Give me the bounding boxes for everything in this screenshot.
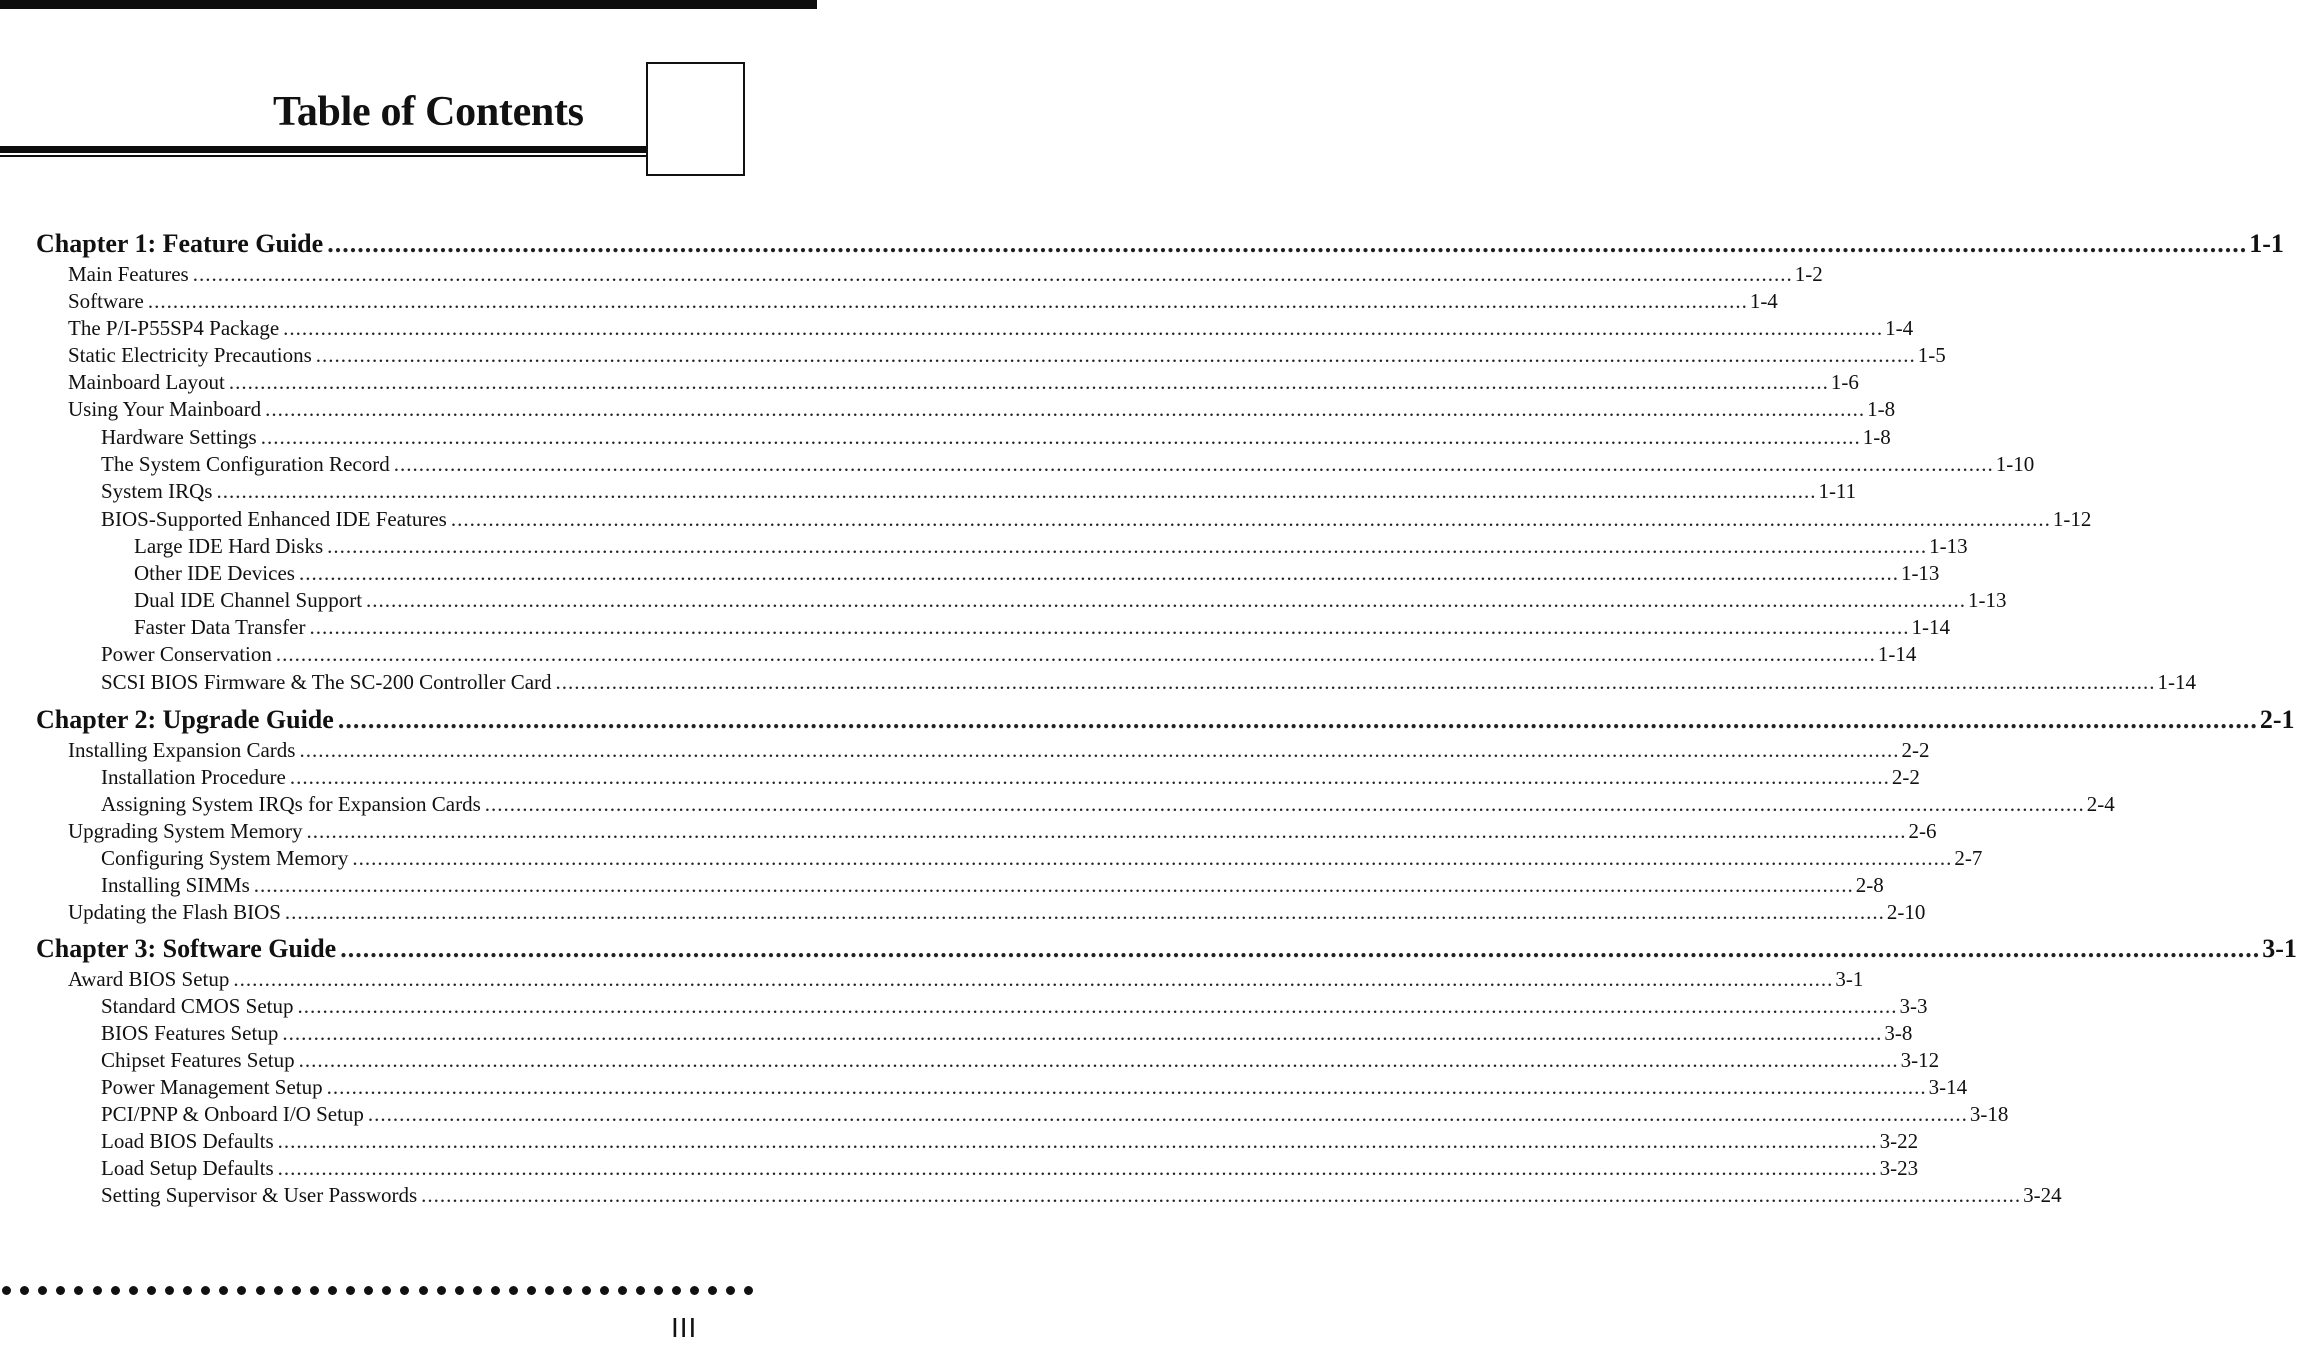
toc-page-number: 1-4 (1749, 289, 1778, 313)
bullet-dot (455, 1286, 464, 1295)
dot-leader: ................................................................................................................................................................................................................................................................ (367, 1102, 1968, 1126)
toc-page-number: 3-12 (1900, 1048, 1940, 1072)
toc-page-number: 3-14 (1928, 1075, 1968, 1099)
dot-leader: ................................................................................................................................................................................................................................................................ (298, 1048, 1899, 1072)
toc-entry-title: Static Electricity Precautions (68, 343, 312, 367)
toc-page-number: 1-14 (1911, 615, 1950, 639)
toc-entry-title: System IRQs (101, 479, 213, 503)
toc-page-number: 2-4 (2086, 792, 2115, 816)
dot-leader: ................................................................................................................................................................................................................................................................ (228, 370, 1829, 394)
bullet-dot (74, 1286, 83, 1295)
toc-page-number: 2-6 (1908, 819, 1937, 843)
bullet-dot (545, 1286, 554, 1295)
bullet-dot (2, 1286, 11, 1295)
toc-entry[interactable] (134, 533, 1968, 560)
bullet-dot (509, 1286, 518, 1295)
toc-entry-title: Faster Data Transfer (134, 615, 306, 639)
bullet-dot (292, 1286, 301, 1295)
bullet-dot (636, 1286, 645, 1295)
dot-leader: ................................................................................................................................................................................................................................................................ (192, 262, 1793, 286)
toc-page-number: 1-4 (1885, 316, 1914, 340)
toc-entry[interactable] (68, 737, 1930, 764)
toc-page-number: 3-18 (1969, 1102, 2009, 1126)
toc-page-number: 2-2 (1901, 738, 1930, 762)
top-rule (0, 0, 817, 9)
toc-page-number: 1-13 (1929, 534, 1968, 558)
toc-chapter-1[interactable] (36, 227, 2284, 261)
toc-entry-title: Configuring System Memory (101, 846, 349, 870)
toc-page-number: 2-8 (1855, 873, 1884, 897)
bullet-dot (56, 1286, 65, 1295)
toc-entry-title: Installing Expansion Cards (68, 738, 296, 762)
toc-entry[interactable] (68, 315, 1914, 342)
bullet-dot (491, 1286, 500, 1295)
dot-leader: ................................................................................................................................................................................................................................................................ (284, 900, 1885, 924)
toc-entry-title: BIOS Features Setup (101, 1021, 279, 1045)
dot-leader: ................................................................................................................................................................................................................................................................ (393, 452, 1994, 476)
toc-entry-title: Updating the Flash BIOS (68, 900, 281, 924)
bullet-dot (382, 1286, 391, 1295)
bullet-dot (183, 1286, 192, 1295)
toc-chapter-3[interactable] (36, 932, 2297, 966)
toc-page-number: 1-2 (1794, 262, 1823, 286)
toc-page-number: 1-13 (1900, 561, 1940, 585)
dot-leader: ................................................................................................................................................................................................................................................................ (337, 705, 2258, 734)
toc-entry-title: BIOS-Supported Enhanced IDE Features (101, 507, 447, 531)
toc-entry[interactable] (68, 899, 1926, 926)
bullet-dot (400, 1286, 409, 1295)
bullet-dot (672, 1286, 681, 1295)
toc-entry-title: Load Setup Defaults (101, 1156, 274, 1180)
toc-entry-title: Power Conservation (101, 642, 272, 666)
toc-page-number: 3-3 (1899, 994, 1928, 1018)
bullet-dot (346, 1286, 355, 1295)
toc-entry[interactable] (68, 288, 1778, 315)
dot-leader: ................................................................................................................................................................................................................................................................ (309, 615, 1910, 639)
dot-leader: ................................................................................................................................................................................................................................................................ (306, 819, 1907, 843)
toc-chapter-title: Chapter 2: Upgrade Guide (36, 705, 334, 734)
toc-page-number: 3-1 (2262, 934, 2297, 963)
bullet-dot (38, 1286, 47, 1295)
toc-entry[interactable] (101, 1182, 2062, 1209)
dot-leader: ................................................................................................................................................................................................................................................................ (283, 316, 1884, 340)
toc-page-number: 1-14 (2157, 670, 2197, 694)
bullet-dot (618, 1286, 627, 1295)
toc-page-number: 1-12 (2052, 507, 2092, 531)
toc-entry-title: Installing SIMMs (101, 873, 250, 897)
dot-leader: ................................................................................................................................................................................................................................................................ (352, 846, 1953, 870)
toc-entry-title: Dual IDE Channel Support (134, 588, 363, 612)
dot-leader: ................................................................................................................................................................................................................................................................ (340, 934, 2261, 963)
chapter-tab-box (646, 62, 745, 176)
toc-page-number: 2-10 (1886, 900, 1926, 924)
dot-leader: ................................................................................................................................................................................................................................................................ (327, 534, 1928, 558)
toc-entry[interactable] (101, 764, 1920, 791)
dot-leader: ................................................................................................................................................................................................................................................................ (326, 1075, 1927, 1099)
bullet-dot (219, 1286, 228, 1295)
dot-leader: ................................................................................................................................................................................................................................................................ (299, 738, 1900, 762)
dot-leader: ................................................................................................................................................................................................................................................................ (327, 229, 2248, 258)
toc-entry-title: Chipset Features Setup (101, 1048, 295, 1072)
toc-chapter-title: Chapter 1: Feature Guide (36, 229, 324, 258)
dot-leader: ................................................................................................................................................................................................................................................................ (277, 1156, 1878, 1180)
toc-page-number: 2-7 (1954, 846, 1983, 870)
toc-entry-title: Hardware Settings (101, 425, 257, 449)
bullet-dot (563, 1286, 572, 1295)
toc-page-number: 1-8 (1862, 425, 1891, 449)
toc-entry[interactable] (68, 966, 1864, 993)
toc-entry[interactable] (101, 506, 2092, 533)
toc-entry[interactable] (101, 1101, 2009, 1128)
toc-entry[interactable] (134, 587, 2007, 614)
dot-leader: ................................................................................................................................................................................................................................................................ (298, 561, 1899, 585)
dot-leader: ................................................................................................................................................................................................................................................................ (265, 397, 1866, 421)
bullet-dot (165, 1286, 174, 1295)
toc-entry-title: PCI/PNP & Onboard I/O Setup (101, 1102, 364, 1126)
toc-page-number: 1-14 (1877, 642, 1917, 666)
bullet-dot (274, 1286, 283, 1295)
bullet-dot (20, 1286, 29, 1295)
toc-entry[interactable] (101, 1047, 1940, 1074)
toc-entry-title: Mainboard Layout (68, 370, 225, 394)
toc-page-number: 3-8 (1884, 1021, 1913, 1045)
toc-entry-title: Assigning System IRQs for Expansion Cards (101, 792, 481, 816)
bullet-dot (690, 1286, 699, 1295)
toc-page-number: 1-1 (2249, 229, 2284, 258)
toc-chapter-title: Chapter 3: Software Guide (36, 934, 337, 963)
toc-entry[interactable] (101, 1128, 1919, 1155)
toc-entry-title: Other IDE Devices (134, 561, 295, 585)
title-rule (0, 146, 648, 153)
footer-bullet-row (2, 1286, 754, 1302)
dot-leader: ................................................................................................................................................................................................................................................................ (289, 765, 1890, 789)
toc-entry[interactable] (101, 845, 1983, 872)
bullet-dot (473, 1286, 482, 1295)
toc-entry[interactable] (68, 396, 1896, 423)
dot-leader: ................................................................................................................................................................................................................................................................ (233, 967, 1834, 991)
toc-entry[interactable] (134, 560, 1940, 587)
toc-page-number: 3-1 (1835, 967, 1864, 991)
dot-leader: ................................................................................................................................................................................................................................................................ (277, 1129, 1878, 1153)
toc-entry-title: The System Configuration Record (101, 452, 390, 476)
bullet-dot (600, 1286, 609, 1295)
bullet-dot (129, 1286, 138, 1295)
toc-page-number: 2-2 (1891, 765, 1920, 789)
bullet-dot (147, 1286, 156, 1295)
toc-page-number: 1-10 (1995, 452, 2035, 476)
toc-entry[interactable] (101, 451, 2035, 478)
toc-entry-title: SCSI BIOS Firmware & The SC-200 Controller Card (101, 670, 552, 694)
toc-entry[interactable] (101, 641, 1917, 668)
toc-page-number: 3-22 (1879, 1129, 1919, 1153)
toc-entry[interactable] (101, 1020, 1913, 1047)
dot-leader: ................................................................................................................................................................................................................................................................ (421, 1183, 2022, 1207)
toc-entry[interactable] (68, 342, 1946, 369)
bullet-dot (256, 1286, 265, 1295)
dot-leader: ................................................................................................................................................................................................................................................................ (297, 994, 1898, 1018)
toc-entry-title: Using Your Mainboard (68, 397, 262, 421)
bullet-dot (527, 1286, 536, 1295)
toc-entry-title: Power Management Setup (101, 1075, 323, 1099)
dot-leader: ................................................................................................................................................................................................................................................................ (216, 479, 1817, 503)
bullet-dot (93, 1286, 102, 1295)
bullet-dot (744, 1286, 753, 1295)
dot-leader: ................................................................................................................................................................................................................................................................ (275, 642, 1876, 666)
toc-entry-title: Setting Supervisor & User Passwords (101, 1183, 418, 1207)
page-number: III (671, 1312, 698, 1343)
dot-leader: ................................................................................................................................................................................................................................................................ (484, 792, 2085, 816)
toc-entry[interactable] (101, 424, 1891, 451)
dot-leader: ................................................................................................................................................................................................................................................................ (315, 343, 1916, 367)
bullet-dot (419, 1286, 428, 1295)
dot-leader: ................................................................................................................................................................................................................................................................ (253, 873, 1854, 897)
toc-page-number: 1-6 (1830, 370, 1859, 394)
toc-page-number: 2-1 (2259, 705, 2295, 734)
toc-entry[interactable] (101, 791, 2115, 818)
toc-entry[interactable] (68, 369, 1859, 396)
toc-page-number: 1-5 (1917, 343, 1946, 367)
toc-entry[interactable] (101, 1074, 1968, 1101)
bullet-dot (201, 1286, 210, 1295)
toc-entry[interactable] (101, 993, 1928, 1020)
toc-page-number: 1-8 (1867, 397, 1896, 421)
dot-leader: ................................................................................................................................................................................................................................................................ (555, 670, 2156, 694)
toc-entry[interactable] (101, 478, 1857, 505)
dot-leader: ................................................................................................................................................................................................................................................................ (366, 588, 1967, 612)
dot-leader: ................................................................................................................................................................................................................................................................ (260, 425, 1861, 449)
bullet-dot (654, 1286, 663, 1295)
toc-entry-title: Software (68, 289, 144, 313)
toc-page-number: 3-23 (1879, 1156, 1919, 1180)
dot-leader: ................................................................................................................................................................................................................................................................ (282, 1021, 1883, 1045)
page-title: Table of Contents (273, 89, 584, 135)
toc-entry[interactable] (68, 818, 1937, 845)
bullet-dot (364, 1286, 373, 1295)
toc-entry-title: Installation Procedure (101, 765, 286, 789)
toc-chapter-2[interactable] (36, 703, 2295, 737)
toc-entry[interactable] (101, 1155, 1919, 1182)
bullet-dot (582, 1286, 591, 1295)
toc-entry-title: Load BIOS Defaults (101, 1129, 274, 1153)
dot-leader: ................................................................................................................................................................................................................................................................ (450, 507, 2051, 531)
toc-entry-title: Award BIOS Setup (68, 967, 230, 991)
toc-entry[interactable] (101, 872, 1884, 899)
toc-entry-title: Large IDE Hard Disks (134, 534, 324, 558)
toc-entry-title: Upgrading System Memory (68, 819, 303, 843)
toc-page-number: 1-13 (1968, 588, 2007, 612)
bullet-dot (708, 1286, 717, 1295)
bullet-dot (310, 1286, 319, 1295)
toc-page-number: 1-11 (1818, 479, 1857, 503)
toc-entry[interactable] (101, 669, 2197, 696)
toc-entry-title: Standard CMOS Setup (101, 994, 294, 1018)
toc-entry[interactable] (134, 614, 1950, 641)
bullet-dot (328, 1286, 337, 1295)
toc-entry-title: The P/I-P55SP4 Package (68, 316, 280, 340)
toc-entry-title: Main Features (68, 262, 189, 286)
title-rule-thin (0, 155, 648, 157)
toc-page-number: 3-24 (2023, 1183, 2062, 1207)
toc-entry[interactable] (68, 261, 1823, 288)
bullet-dot (111, 1286, 120, 1295)
bullet-dot (437, 1286, 446, 1295)
bullet-dot (726, 1286, 735, 1295)
bullet-dot (237, 1286, 246, 1295)
dot-leader: ................................................................................................................................................................................................................................................................ (147, 289, 1748, 313)
